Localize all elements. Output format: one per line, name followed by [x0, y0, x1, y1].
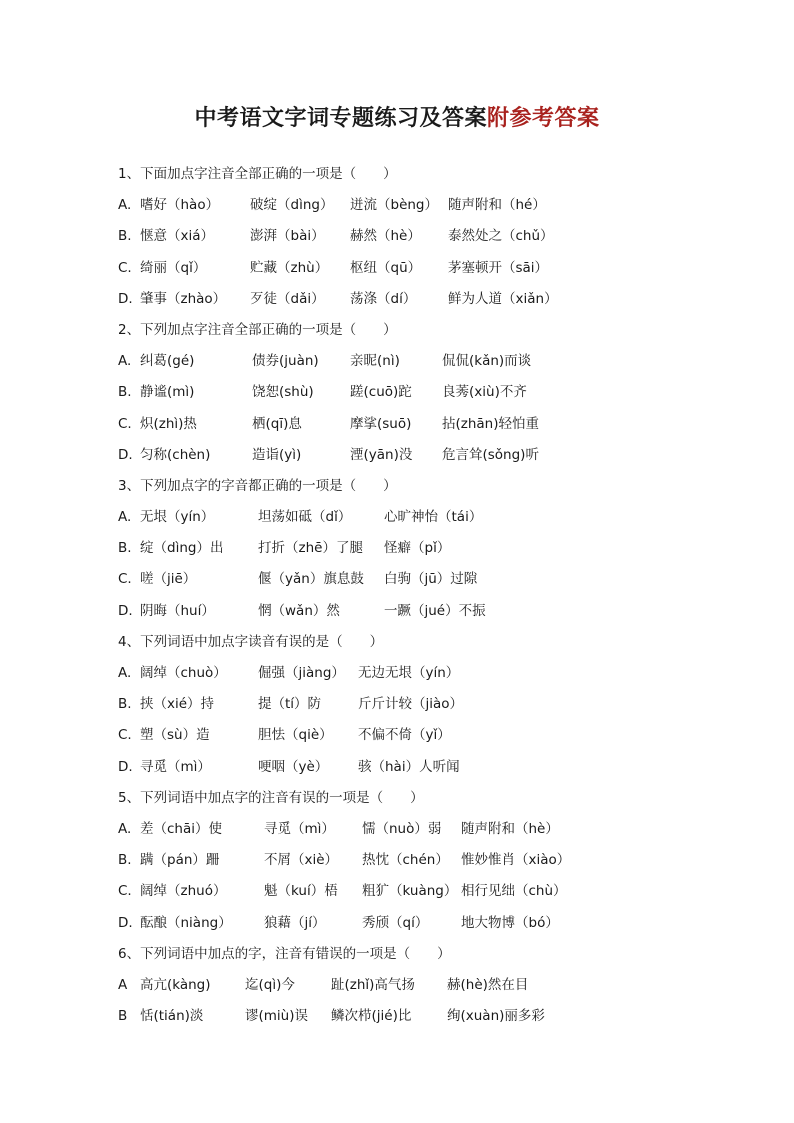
- option-label: D.: [118, 602, 133, 619]
- question-stem: 3、下列加点字的字音都正确的一项是（ ）: [118, 477, 397, 494]
- option-item: 蹉(cuō)跎: [350, 384, 412, 401]
- option-item: 摩挲(suō): [350, 415, 412, 432]
- option-item: 无边无垠（yín）: [358, 665, 460, 681]
- option-item: 良莠(xiù)不齐: [442, 384, 527, 401]
- option-item: 白驹（jū）过隙: [384, 571, 478, 588]
- option-line: [118, 658, 738, 689]
- option-item: 热忱（chén）: [362, 852, 449, 869]
- option-item: 不偏不倚（yǐ）: [358, 727, 451, 744]
- option-item: 嗜好（hào）: [140, 197, 220, 214]
- question-list: [118, 159, 738, 1032]
- title-main: 中考语文字词专题练习及答案: [194, 105, 487, 131]
- option-item: 寻觅（mì）: [140, 758, 211, 775]
- option-item: 怪癖（pǐ）: [384, 540, 451, 557]
- option-label: A.: [118, 197, 132, 214]
- option-label: A.: [118, 820, 132, 837]
- option-item: 赫(hè)然在目: [447, 976, 529, 993]
- option-item: 斤斤计较（jiào）: [358, 696, 464, 713]
- option-line: [118, 253, 738, 284]
- option-item: 绚(xuàn)丽多彩: [447, 1008, 545, 1025]
- option-line: [118, 876, 738, 907]
- option-line: [118, 752, 738, 783]
- option-line: [118, 377, 738, 408]
- option-item: 鲜为人道（xiǎn）: [448, 290, 558, 307]
- option-item: 鳞次栉(jié)比: [331, 1008, 412, 1025]
- option-label: B: [118, 1008, 128, 1025]
- option-label: C.: [118, 727, 132, 744]
- question-stem: 2、下列加点字注音全部正确的一项是（ ）: [118, 321, 397, 338]
- option-item: 静谧(mì): [140, 384, 195, 401]
- option-item: 阔绰（chuò）: [140, 665, 227, 681]
- option-item: 倔强（jiàng）: [258, 665, 345, 681]
- option-item: 侃侃(kǎn)而谈: [442, 353, 532, 370]
- question-stem: 6、下列词语中加点的字，注音有错误的一项是（ ）: [118, 945, 451, 962]
- option-item: 秀颀（qí）: [362, 914, 429, 931]
- option-label: D.: [118, 290, 133, 307]
- option-item: 贮藏（zhù）: [250, 259, 329, 276]
- option-item: 寻觅（mì）: [264, 820, 335, 837]
- option-line: [118, 346, 738, 377]
- option-item: 绮丽（qǐ）: [140, 259, 207, 276]
- option-item: 绽（dìng）出: [140, 540, 224, 557]
- option-label: D.: [118, 758, 133, 775]
- option-line: [118, 502, 738, 533]
- option-label: B.: [118, 852, 132, 869]
- option-label: A: [118, 976, 128, 993]
- option-line: [118, 720, 738, 751]
- option-item: 造诣(yì): [252, 446, 302, 463]
- option-label: B.: [118, 228, 132, 245]
- option-item: 澎湃（bài）: [250, 228, 325, 245]
- option-item: 肇事（zhào）: [140, 290, 227, 307]
- option-label: A.: [118, 509, 132, 526]
- option-item: 荡涤（dí）: [350, 290, 417, 307]
- option-line: [118, 970, 738, 1001]
- option-line: [118, 845, 738, 876]
- option-item: 哽咽（yè）: [258, 758, 329, 775]
- option-item: 谬(miù)误: [245, 1008, 308, 1025]
- option-item: 懦（nuò）弱: [362, 820, 442, 837]
- option-line: [118, 284, 738, 315]
- option-item: 泰然处之（chǔ）: [448, 228, 554, 245]
- option-item: 破绽（dìng）: [250, 197, 334, 214]
- option-item: 阔绰（zhuó）: [140, 883, 227, 900]
- option-item: 迸流（bèng）: [350, 197, 439, 214]
- option-item: 魁（kuí）梧: [264, 883, 338, 900]
- option-label: B.: [118, 540, 132, 557]
- option-item: 提（tí）防: [258, 696, 322, 713]
- option-line: [118, 596, 738, 627]
- option-item: 趾(zhǐ)高气扬: [331, 976, 415, 993]
- option-label: C.: [118, 883, 132, 900]
- option-line: [118, 564, 738, 595]
- option-item: 阴晦（huí）: [140, 602, 215, 619]
- option-label: B.: [118, 384, 132, 401]
- option-item: 茅塞顿开（sāi）: [448, 259, 549, 276]
- option-line: [118, 814, 738, 845]
- option-item: 纠葛(gé): [140, 353, 195, 370]
- option-label: D.: [118, 914, 133, 931]
- question-stem: 4、下列词语中加点字读音有误的是（ ）: [118, 633, 384, 650]
- option-item: 一蹶（jué）不振: [384, 602, 486, 619]
- option-label: B.: [118, 696, 132, 713]
- option-item: 心旷神怡（tái）: [384, 509, 483, 526]
- option-item: 炽(zhì)热: [140, 415, 197, 432]
- option-item: 坦荡如砥（dǐ）: [258, 509, 352, 526]
- option-item: 枢纽（qū）: [350, 259, 422, 276]
- option-item: 危言耸(sǒng)听: [442, 446, 539, 463]
- option-item: 狼藉（jí）: [264, 914, 326, 931]
- option-line: [118, 221, 738, 252]
- option-item: 高亢(kàng): [140, 976, 211, 993]
- option-item: 偃（yǎn）旗息鼓: [258, 571, 364, 588]
- option-line: [118, 440, 738, 471]
- option-item: 赫然（hè）: [350, 228, 421, 245]
- option-item: 嗟（jiē）: [140, 571, 197, 588]
- option-item: 蹒（pán）跚: [140, 852, 220, 869]
- option-label: C.: [118, 571, 132, 588]
- option-item: 亲昵(nì): [350, 353, 400, 370]
- option-line: [118, 533, 738, 564]
- option-item: 迄(qì)今: [245, 976, 295, 993]
- option-item: 塑（sù）造: [140, 727, 210, 744]
- option-item: 打折（zhē）了腿: [258, 540, 363, 557]
- option-item: 差（chāi）使: [140, 820, 223, 837]
- option-line: [118, 689, 738, 720]
- option-item: 栖(qī)息: [252, 415, 302, 432]
- option-item: 无垠（yín）: [140, 509, 215, 526]
- option-item: 惬意（xiá）: [140, 228, 215, 245]
- option-item: 酝酿（niàng）: [140, 914, 232, 931]
- question-stem: 5、下列词语中加点字的注音有误的一项是（ ）: [118, 789, 424, 806]
- option-line: [118, 190, 738, 221]
- option-item: 匀称(chèn): [140, 446, 211, 463]
- option-item: 地大物博（bó）: [461, 914, 559, 931]
- option-item: 随声附和（hè）: [461, 820, 559, 837]
- option-item: 惘（wǎn）然: [258, 602, 340, 619]
- option-item: 湮(yān)没: [350, 446, 413, 463]
- option-item: 不屑（xiè）: [264, 852, 339, 869]
- option-label: D.: [118, 446, 133, 463]
- title-accent: 附参考答案: [487, 105, 600, 131]
- option-line: [118, 409, 738, 440]
- option-label: C.: [118, 415, 132, 432]
- option-item: 债券(juàn): [252, 353, 319, 370]
- option-label: A.: [118, 353, 132, 370]
- option-item: 相行见绌（chù）: [461, 883, 567, 900]
- option-label: C.: [118, 259, 132, 276]
- option-line: [118, 908, 738, 939]
- option-item: 粗犷（kuàng）: [362, 883, 458, 900]
- option-item: 饶恕(shù): [252, 384, 314, 401]
- option-item: 胆怯（qiè）: [258, 727, 333, 744]
- option-item: 惟妙惟肖（xiào）: [461, 852, 571, 869]
- option-item: 挟（xié）持: [140, 696, 215, 713]
- option-line: [118, 1001, 738, 1032]
- option-label: A.: [118, 665, 132, 681]
- option-item: 恬(tián)淡: [140, 1008, 204, 1025]
- option-item: 骇（hài）人听闻: [358, 758, 460, 775]
- page-title: [0, 101, 794, 132]
- question-stem: 1、下面加点字注音全部正确的一项是（ ）: [118, 166, 397, 182]
- option-item: 拈(zhān)轻怕重: [442, 415, 540, 432]
- option-item: 歹徒（dǎi）: [250, 290, 325, 307]
- option-item: 随声附和（hé）: [448, 197, 546, 214]
